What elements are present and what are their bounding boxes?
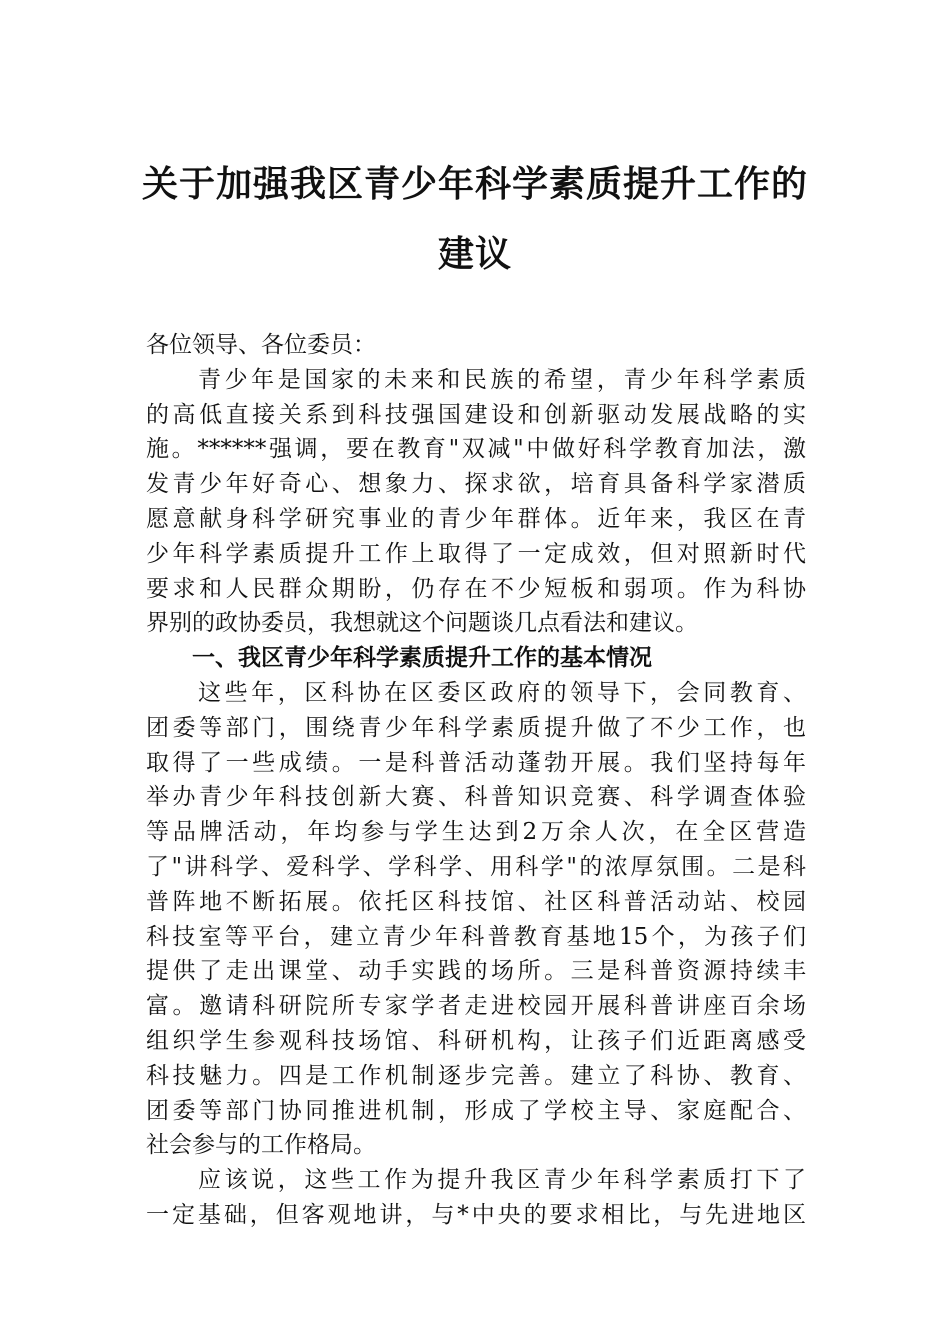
section-heading: 一、我区青少年科学素质提升工作的基本情况 xyxy=(192,645,652,672)
paragraph-2-line: 社会参与的工作格局。 xyxy=(146,1132,376,1159)
paragraph-2-line: 团委等部门，围绕青少年科学素质提升做了不少工作，也 xyxy=(146,714,806,741)
paragraph-1-line: 施。******强调，要在教育"双减"中做好科学教育加法，激 xyxy=(146,436,806,463)
paragraph-1-line: 少年科学素质提升工作上取得了一定成效，但对照新时代 xyxy=(146,540,806,567)
paragraph-2-line: 富。邀请科研院所专家学者走进校园开展科普讲座百余场 xyxy=(146,993,806,1020)
paragraph-2-line: 了"讲科学、爱科学、学科学、用科学"的浓厚氛围。二是科 xyxy=(146,853,806,880)
document-title-line-2: 建议 xyxy=(437,233,512,275)
paragraph-2-line: 提供了走出课堂、动手实践的场所。三是科普资源持续丰 xyxy=(146,958,806,985)
paragraph-1-line: 要求和人民群众期盼，仍存在不少短板和弱项。作为科协 xyxy=(146,575,806,602)
paragraph-2-line: 举办青少年科技创新大赛、科普知识竞赛、科学调查体验 xyxy=(146,784,806,811)
paragraph-2-line: 科技室等平台，建立青少年科普教育基地15个，为孩子们 xyxy=(146,923,806,950)
document-title-line-1: 关于加强我区青少年科学素质提升工作的 xyxy=(141,163,808,205)
paragraph-3-line: 一定基础，但客观地讲，与*中央的要求相比，与先进地区 xyxy=(146,1201,806,1228)
paragraph-2-line: 等品牌活动，年均参与学生达到2万余人次，在全区营造 xyxy=(146,819,806,846)
paragraph-1-line: 的高低直接关系到科技强国建设和创新驱动发展战略的实 xyxy=(146,401,806,428)
paragraph-2-line: 取得了一些成绩。一是科普活动蓬勃开展。我们坚持每年 xyxy=(146,749,806,776)
paragraph-2-line: 这些年，区科协在区委区政府的领导下，会同教育、 xyxy=(198,679,806,706)
paragraph-1-line: 愿意献身科学研究事业的青少年群体。近年来，我区在青 xyxy=(146,505,806,532)
paragraph-1-line: 发青少年好奇心、想象力、探求欲，培育具备科学家潜质 xyxy=(146,471,806,498)
paragraph-2-line: 普阵地不断拓展。依托区科技馆、社区科普活动站、校园 xyxy=(146,888,806,915)
salutation: 各位领导、各位委员： xyxy=(146,332,376,358)
paragraph-3-line: 应该说，这些工作为提升我区青少年科学素质打下了 xyxy=(198,1167,806,1194)
paragraph-1-line: 青少年是国家的未来和民族的希望，青少年科学素质 xyxy=(198,366,806,393)
document-body xyxy=(146,328,806,1233)
paragraph-1-line: 界别的政协委员，我想就这个问题谈几点看法和建议。 xyxy=(146,610,698,637)
paragraph-2-line: 科技魅力。四是工作机制逐步完善。建立了科协、教育、 xyxy=(146,1062,806,1089)
paragraph-2-line: 组织学生参观科技场馆、科研机构，让孩子们近距离感受 xyxy=(146,1027,806,1054)
paragraph-2-line: 团委等部门协同推进机制，形成了学校主导、家庭配合、 xyxy=(146,1097,806,1124)
